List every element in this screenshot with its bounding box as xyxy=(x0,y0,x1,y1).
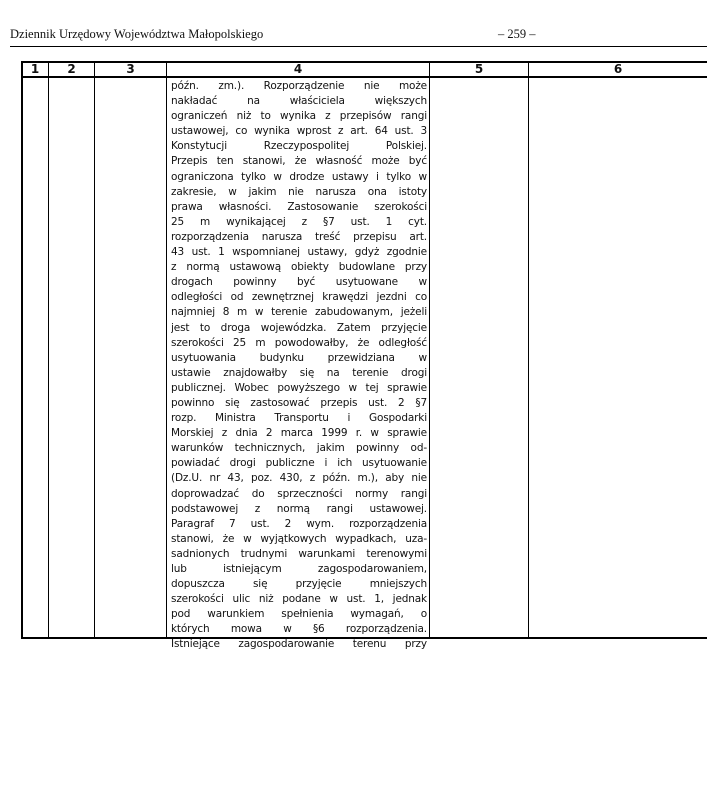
text-line: stanowi, że w wyjątkowych wypadkach, uza- xyxy=(171,532,427,545)
text-line: rozporządzenia narusza treść przepisu art. xyxy=(171,230,427,243)
text-line: powinno się zastosować przepis ust. 2 §7 xyxy=(171,396,427,409)
table-header-border xyxy=(21,76,707,78)
column-divider xyxy=(94,61,95,638)
text-line: ograniczona tylko w drodze ustawy i tylko w xyxy=(171,170,427,183)
column-divider xyxy=(528,61,529,638)
text-line: szerokości ulic niż podane w ust. 1, jednak xyxy=(171,593,427,606)
column-number-4: 4 xyxy=(293,62,303,76)
text-line: dopuszcza się przyjęcie mniejszych xyxy=(171,578,427,591)
text-line: sadnionych trudnymi warunkami terenowymi xyxy=(171,547,427,560)
column-number-5: 5 xyxy=(474,62,484,76)
page-number: – 259 – xyxy=(498,27,536,41)
text-line: ustawie znajdowałby się na terenie drogi xyxy=(171,366,427,379)
table-left-border xyxy=(21,61,23,638)
text-line: (Dz.U. nr 43, poz. 430, z późn. m.), aby nie xyxy=(171,472,427,485)
text-line: rozp. Ministra Transportu i Gospodarki xyxy=(171,412,427,425)
text-line: późn. zm.). Rozporządzenie nie może xyxy=(171,80,427,92)
text-line: drogach powinny być usytuowane w xyxy=(171,276,427,289)
journal-title: Dziennik Urzędowy Województwa Małopolskiego xyxy=(10,27,264,41)
text-line: których mowa w §6 rozporządzenia. xyxy=(171,623,427,636)
text-line: prawa własności. Zastosowanie szerokości xyxy=(171,200,427,213)
text-line: Przepis ten stanowi, że własność może być xyxy=(171,155,427,168)
text-line: pod warunkiem spełnienia wymagań, o xyxy=(171,608,427,621)
text-line: zakresie, w jakim nie narusza ona istoty xyxy=(171,185,427,198)
text-line: Konstytucji Rzeczypospolitej Polskiej. xyxy=(171,140,427,153)
text-line: doprowadzać do sprzeczności normy rangi xyxy=(171,487,427,500)
column-number-2: 2 xyxy=(67,62,76,76)
text-line: najmniej 8 m w terenie zabudowanym, jeżeli xyxy=(171,306,427,319)
column-number-3: 3 xyxy=(126,62,135,76)
text-line: warunków technicznych, jakim powinny od- xyxy=(171,442,427,455)
column-divider xyxy=(429,61,430,638)
text-line: podstawowej z normą rangi ustawowej. xyxy=(171,502,427,515)
text-line: ustawowej, co wynika wprost z art. 64 ust. 3 xyxy=(171,125,427,138)
text-line: 25 m wynikającej z §7 ust. 1 cyt. xyxy=(171,215,427,228)
text-line: Morskiej z dnia 2 marca 1999 r. w sprawie xyxy=(171,427,427,440)
text-line: jest to droga wojewódzka. Zatem przyjęcie xyxy=(171,321,427,334)
text-line: odległości od zewnętrznej krawędzi jezdni co xyxy=(171,291,427,304)
text-line: szerokości 25 m powodowałby, że odległość xyxy=(171,336,427,349)
text-line: usytuowania budynku przewidziana w xyxy=(171,351,427,364)
text-line: powiadać drogi publiczne i ich usytuowanie xyxy=(171,457,427,470)
text-line: 43 ust. 1 wspomnianej ustawy, gdyż zgodnie xyxy=(171,246,427,259)
text-line: lub istniejącym zagospodarowaniem, xyxy=(171,563,427,575)
header-rule xyxy=(10,46,707,47)
text-line: nakładać na właściciela większych xyxy=(171,95,427,108)
text-line: Istniejące zagospodarowanie terenu przy xyxy=(171,638,427,651)
column-4-text xyxy=(171,79,427,653)
text-line: Paragraf 7 ust. 2 wym. rozporządzenia xyxy=(171,517,427,530)
column-number-6: 6 xyxy=(613,62,623,76)
text-line: z normą ustawową obiekty budowlane przy xyxy=(171,261,427,274)
column-divider xyxy=(48,61,49,638)
text-line: publicznej. Wobec powyższego w tej sprawie xyxy=(171,381,427,394)
column-number-1: 1 xyxy=(30,62,40,76)
text-line: ograniczeń niż to wynika z przepisów rangi xyxy=(171,110,427,123)
column-divider xyxy=(166,61,167,638)
